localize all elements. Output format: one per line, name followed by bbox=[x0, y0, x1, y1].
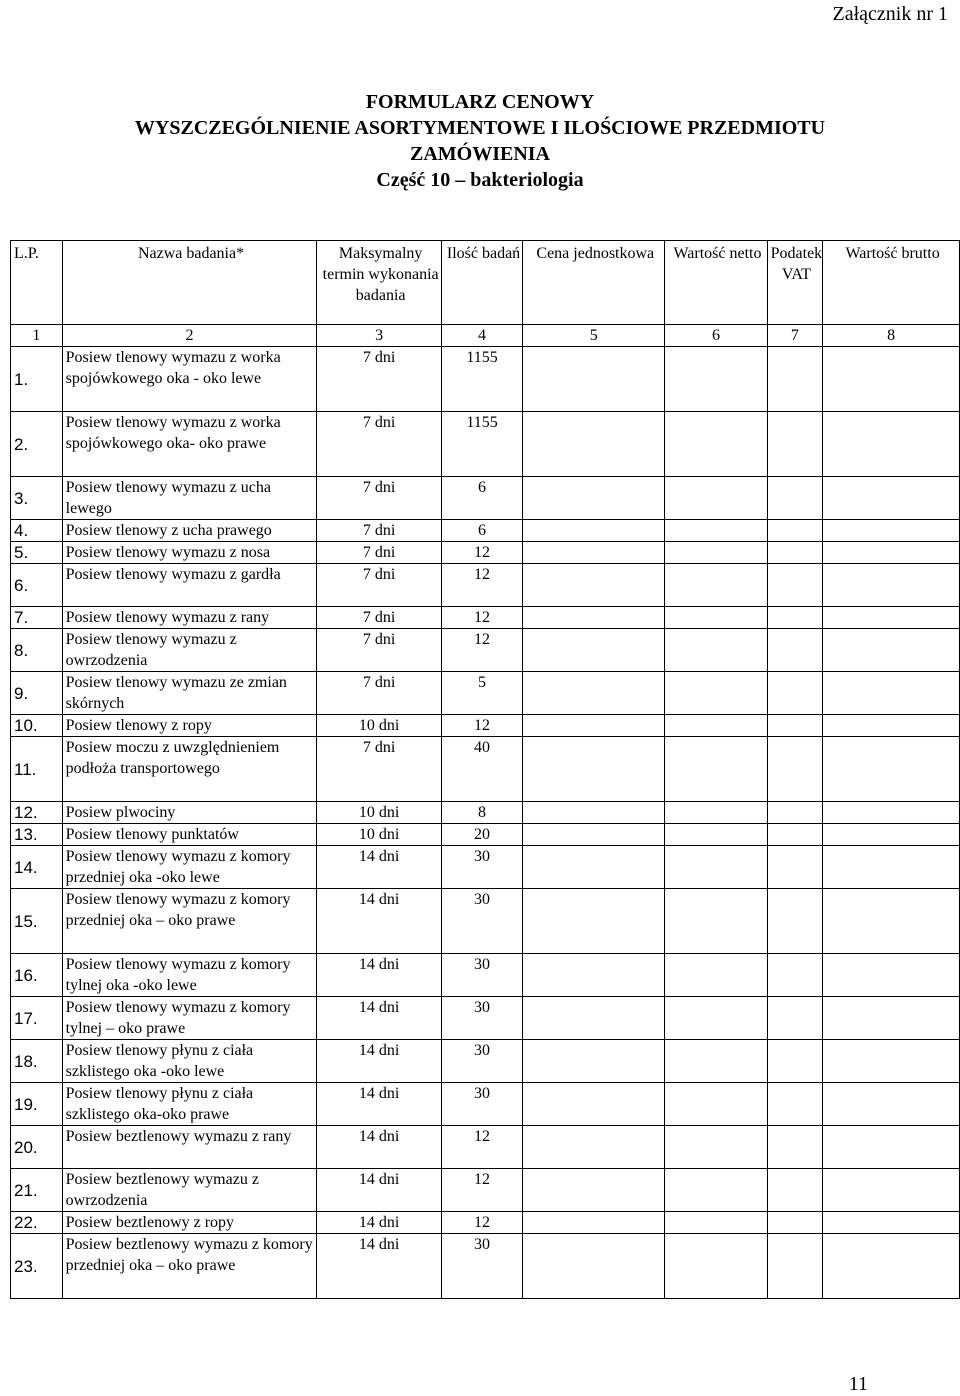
row-vat bbox=[767, 737, 823, 802]
row-term: 7 dni bbox=[317, 737, 441, 802]
row-lp: 5. bbox=[11, 542, 63, 564]
row-gross bbox=[823, 997, 960, 1040]
row-gross bbox=[823, 412, 960, 477]
row-net bbox=[665, 1040, 767, 1083]
table-row bbox=[11, 672, 960, 715]
row-vat bbox=[767, 347, 823, 412]
row-gross bbox=[823, 520, 960, 542]
table-row bbox=[11, 997, 960, 1040]
row-gross bbox=[823, 954, 960, 997]
row-vat bbox=[767, 520, 823, 542]
row-net bbox=[665, 737, 767, 802]
row-gross bbox=[823, 824, 960, 846]
row-unit-price bbox=[523, 997, 665, 1040]
row-term: 10 dni bbox=[317, 802, 441, 824]
row-vat bbox=[767, 1169, 823, 1212]
row-gross bbox=[823, 846, 960, 889]
column-number: 3 bbox=[317, 325, 441, 347]
row-term: 14 dni bbox=[317, 1040, 441, 1083]
row-unit-price bbox=[523, 1234, 665, 1299]
row-gross bbox=[823, 802, 960, 824]
row-lp: 10. bbox=[11, 715, 63, 737]
row-vat bbox=[767, 412, 823, 477]
row-net bbox=[665, 347, 767, 412]
row-unit-price bbox=[523, 477, 665, 520]
row-net bbox=[665, 1234, 767, 1299]
row-vat bbox=[767, 846, 823, 889]
row-lp: 14. bbox=[11, 846, 63, 889]
row-vat bbox=[767, 954, 823, 997]
row-unit-price bbox=[523, 1169, 665, 1212]
row-gross bbox=[823, 889, 960, 954]
row-term: 10 dni bbox=[317, 715, 441, 737]
row-name: Posiew tlenowy wymazu z rany bbox=[62, 607, 317, 629]
header-name: Nazwa badania* bbox=[62, 241, 317, 325]
table-row bbox=[11, 1126, 960, 1169]
row-name: Posiew tlenowy z ucha prawego bbox=[62, 520, 317, 542]
row-gross bbox=[823, 1040, 960, 1083]
row-gross bbox=[823, 672, 960, 715]
table-row bbox=[11, 520, 960, 542]
row-qty: 5 bbox=[441, 672, 522, 715]
row-name: Posiew tlenowy wymazu z owrzodzenia bbox=[62, 629, 317, 672]
row-net bbox=[665, 520, 767, 542]
row-qty: 8 bbox=[441, 802, 522, 824]
row-qty: 40 bbox=[441, 737, 522, 802]
row-qty: 30 bbox=[441, 1234, 522, 1299]
header-net: Wartość netto bbox=[665, 241, 767, 325]
row-net bbox=[665, 1212, 767, 1234]
row-net bbox=[665, 954, 767, 997]
price-form-table bbox=[10, 240, 960, 1299]
header-lp: L.P. bbox=[11, 241, 63, 325]
row-gross bbox=[823, 607, 960, 629]
row-net bbox=[665, 1169, 767, 1212]
row-name: Posiew tlenowy wymazu z komory tylnej oka -oko lewe bbox=[62, 954, 317, 997]
table-row bbox=[11, 1234, 960, 1299]
header-vat: Podatek VAT bbox=[767, 241, 823, 325]
row-term: 7 dni bbox=[317, 564, 441, 607]
row-unit-price bbox=[523, 802, 665, 824]
row-lp: 13. bbox=[11, 824, 63, 846]
page-number: 11 bbox=[848, 1373, 868, 1395]
row-gross bbox=[823, 1234, 960, 1299]
row-qty: 1155 bbox=[441, 412, 522, 477]
row-lp: 18. bbox=[11, 1040, 63, 1083]
row-unit-price bbox=[523, 347, 665, 412]
row-gross bbox=[823, 564, 960, 607]
row-unit-price bbox=[523, 629, 665, 672]
row-vat bbox=[767, 672, 823, 715]
row-term: 7 dni bbox=[317, 520, 441, 542]
row-qty: 12 bbox=[441, 542, 522, 564]
row-gross bbox=[823, 477, 960, 520]
row-name: Posiew plwociny bbox=[62, 802, 317, 824]
row-net bbox=[665, 672, 767, 715]
row-lp: 8. bbox=[11, 629, 63, 672]
row-term: 14 dni bbox=[317, 1212, 441, 1234]
row-name: Posiew tlenowy z ropy bbox=[62, 715, 317, 737]
row-lp: 15. bbox=[11, 889, 63, 954]
column-number: 4 bbox=[441, 325, 522, 347]
row-lp: 4. bbox=[11, 520, 63, 542]
header-gross: Wartość brutto bbox=[823, 241, 960, 325]
row-gross bbox=[823, 629, 960, 672]
row-name: Posiew tlenowy wymazu z komory przedniej oka -oko lewe bbox=[62, 846, 317, 889]
row-name: Posiew beztlenowy wymazu z owrzodzenia bbox=[62, 1169, 317, 1212]
row-name: Posiew tlenowy płynu z ciała szklistego oka-oko prawe bbox=[62, 1083, 317, 1126]
row-qty: 30 bbox=[441, 1083, 522, 1126]
row-unit-price bbox=[523, 737, 665, 802]
table-row bbox=[11, 564, 960, 607]
row-net bbox=[665, 542, 767, 564]
row-vat bbox=[767, 542, 823, 564]
row-net bbox=[665, 1083, 767, 1126]
row-term: 10 dni bbox=[317, 824, 441, 846]
table-body bbox=[11, 347, 960, 1299]
row-net bbox=[665, 715, 767, 737]
table-row bbox=[11, 1083, 960, 1126]
table-row bbox=[11, 737, 960, 802]
row-lp: 7. bbox=[11, 607, 63, 629]
row-net bbox=[665, 997, 767, 1040]
row-unit-price bbox=[523, 564, 665, 607]
row-lp: 21. bbox=[11, 1169, 63, 1212]
row-lp: 22. bbox=[11, 1212, 63, 1234]
table-row bbox=[11, 889, 960, 954]
row-net bbox=[665, 412, 767, 477]
row-lp: 6. bbox=[11, 564, 63, 607]
row-net bbox=[665, 824, 767, 846]
row-lp: 20. bbox=[11, 1126, 63, 1169]
row-qty: 30 bbox=[441, 997, 522, 1040]
row-net bbox=[665, 802, 767, 824]
row-term: 14 dni bbox=[317, 1126, 441, 1169]
row-lp: 16. bbox=[11, 954, 63, 997]
row-unit-price bbox=[523, 824, 665, 846]
row-gross bbox=[823, 737, 960, 802]
row-qty: 12 bbox=[441, 715, 522, 737]
row-qty: 12 bbox=[441, 607, 522, 629]
row-vat bbox=[767, 997, 823, 1040]
row-term: 7 dni bbox=[317, 672, 441, 715]
row-lp: 23. bbox=[11, 1234, 63, 1299]
row-vat bbox=[767, 1083, 823, 1126]
row-name: Posiew tlenowy punktatów bbox=[62, 824, 317, 846]
table-row bbox=[11, 715, 960, 737]
table-row bbox=[11, 607, 960, 629]
row-name: Posiew tlenowy wymazu z nosa bbox=[62, 542, 317, 564]
row-vat bbox=[767, 1040, 823, 1083]
row-term: 14 dni bbox=[317, 954, 441, 997]
row-name: Posiew beztlenowy wymazu z rany bbox=[62, 1126, 317, 1169]
table-row bbox=[11, 954, 960, 997]
row-unit-price bbox=[523, 954, 665, 997]
row-vat bbox=[767, 629, 823, 672]
row-term: 14 dni bbox=[317, 997, 441, 1040]
row-qty: 30 bbox=[441, 846, 522, 889]
row-vat bbox=[767, 477, 823, 520]
row-gross bbox=[823, 1212, 960, 1234]
row-gross bbox=[823, 1126, 960, 1169]
header-term: Maksymalny termin wykonania badania bbox=[317, 241, 441, 325]
row-gross bbox=[823, 542, 960, 564]
row-unit-price bbox=[523, 520, 665, 542]
row-gross bbox=[823, 1169, 960, 1212]
row-unit-price bbox=[523, 542, 665, 564]
row-unit-price bbox=[523, 672, 665, 715]
row-gross bbox=[823, 1083, 960, 1126]
row-vat bbox=[767, 715, 823, 737]
row-lp: 11. bbox=[11, 737, 63, 802]
row-qty: 12 bbox=[441, 1169, 522, 1212]
row-vat bbox=[767, 1212, 823, 1234]
row-name: Posiew tlenowy wymazu z komory przedniej oka – oko prawe bbox=[62, 889, 317, 954]
row-vat bbox=[767, 889, 823, 954]
row-qty: 12 bbox=[441, 564, 522, 607]
row-lp: 3. bbox=[11, 477, 63, 520]
row-qty: 12 bbox=[441, 629, 522, 672]
header-qty: Ilość badań bbox=[441, 241, 522, 325]
row-unit-price bbox=[523, 607, 665, 629]
row-qty: 12 bbox=[441, 1212, 522, 1234]
row-vat bbox=[767, 607, 823, 629]
row-term: 7 dni bbox=[317, 412, 441, 477]
row-name: Posiew tlenowy płynu z ciała szklistego oka -oko lewe bbox=[62, 1040, 317, 1083]
document-heading bbox=[0, 89, 960, 193]
row-lp: 1. bbox=[11, 347, 63, 412]
row-unit-price bbox=[523, 1040, 665, 1083]
heading-line-2: WYSZCZEGÓLNIENIE ASORTYMENTOWE I ILOŚCIOWE PRZEDMIOTU bbox=[134, 117, 826, 139]
row-name: Posiew beztlenowy z ropy bbox=[62, 1212, 317, 1234]
row-term: 14 dni bbox=[317, 1234, 441, 1299]
row-lp: 19. bbox=[11, 1083, 63, 1126]
row-unit-price bbox=[523, 846, 665, 889]
row-name: Posiew moczu z uwzględnieniem podłoża transportowego bbox=[62, 737, 317, 802]
row-lp: 17. bbox=[11, 997, 63, 1040]
row-vat bbox=[767, 564, 823, 607]
heading-line-1: FORMULARZ CENOWY bbox=[365, 91, 595, 113]
table-row bbox=[11, 1212, 960, 1234]
table-row bbox=[11, 477, 960, 520]
row-net bbox=[665, 477, 767, 520]
row-unit-price bbox=[523, 1126, 665, 1169]
row-name: Posiew tlenowy wymazu z komory tylnej – oko prawe bbox=[62, 997, 317, 1040]
row-vat bbox=[767, 824, 823, 846]
row-vat bbox=[767, 1234, 823, 1299]
row-net bbox=[665, 846, 767, 889]
row-name: Posiew beztlenowy wymazu z komory przedniej oka – oko prawe bbox=[62, 1234, 317, 1299]
row-vat bbox=[767, 802, 823, 824]
row-name: Posiew tlenowy wymazu ze zmian skórnych bbox=[62, 672, 317, 715]
row-net bbox=[665, 1126, 767, 1169]
table-row bbox=[11, 846, 960, 889]
column-number: 1 bbox=[11, 325, 63, 347]
row-qty: 20 bbox=[441, 824, 522, 846]
row-unit-price bbox=[523, 412, 665, 477]
row-term: 7 dni bbox=[317, 629, 441, 672]
table-row bbox=[11, 1169, 960, 1212]
row-qty: 30 bbox=[441, 954, 522, 997]
table-row bbox=[11, 1040, 960, 1083]
table-row bbox=[11, 824, 960, 846]
row-unit-price bbox=[523, 889, 665, 954]
row-qty: 1155 bbox=[441, 347, 522, 412]
row-lp: 12. bbox=[11, 802, 63, 824]
row-name: Posiew tlenowy wymazu z worka spojówkowego oka - oko lewe bbox=[62, 347, 317, 412]
row-qty: 30 bbox=[441, 1040, 522, 1083]
annex-label: Załącznik nr 1 bbox=[832, 3, 948, 25]
table-row bbox=[11, 347, 960, 412]
row-qty: 30 bbox=[441, 889, 522, 954]
table-row bbox=[11, 802, 960, 824]
table-row bbox=[11, 542, 960, 564]
row-name: Posiew tlenowy wymazu z worka spojówkowego oka- oko prawe bbox=[62, 412, 317, 477]
row-unit-price bbox=[523, 715, 665, 737]
row-net bbox=[665, 629, 767, 672]
row-gross bbox=[823, 715, 960, 737]
header-unit-price: Cena jednostkowa bbox=[523, 241, 665, 325]
row-term: 14 dni bbox=[317, 889, 441, 954]
row-net bbox=[665, 607, 767, 629]
row-term: 7 dni bbox=[317, 542, 441, 564]
row-name: Posiew tlenowy wymazu z ucha lewego bbox=[62, 477, 317, 520]
column-number: 6 bbox=[665, 325, 767, 347]
row-name: Posiew tlenowy wymazu z gardła bbox=[62, 564, 317, 607]
row-term: 7 dni bbox=[317, 477, 441, 520]
row-unit-price bbox=[523, 1083, 665, 1126]
row-qty: 6 bbox=[441, 477, 522, 520]
column-number: 2 bbox=[62, 325, 317, 347]
row-net bbox=[665, 889, 767, 954]
row-gross bbox=[823, 347, 960, 412]
column-number: 5 bbox=[523, 325, 665, 347]
heading-line-3: ZAMÓWIENIA bbox=[409, 143, 550, 165]
row-qty: 6 bbox=[441, 520, 522, 542]
column-number: 8 bbox=[823, 325, 960, 347]
row-term: 14 dni bbox=[317, 846, 441, 889]
row-lp: 9. bbox=[11, 672, 63, 715]
row-vat bbox=[767, 1126, 823, 1169]
row-net bbox=[665, 564, 767, 607]
row-lp: 2. bbox=[11, 412, 63, 477]
table-row bbox=[11, 412, 960, 477]
heading-line-4: Część 10 – bakteriologia bbox=[376, 169, 584, 191]
row-term: 14 dni bbox=[317, 1083, 441, 1126]
row-unit-price bbox=[523, 1212, 665, 1234]
row-term: 7 dni bbox=[317, 607, 441, 629]
row-term: 14 dni bbox=[317, 1169, 441, 1212]
table-row bbox=[11, 629, 960, 672]
column-number: 7 bbox=[767, 325, 823, 347]
row-qty: 12 bbox=[441, 1126, 522, 1169]
row-term: 7 dni bbox=[317, 347, 441, 412]
